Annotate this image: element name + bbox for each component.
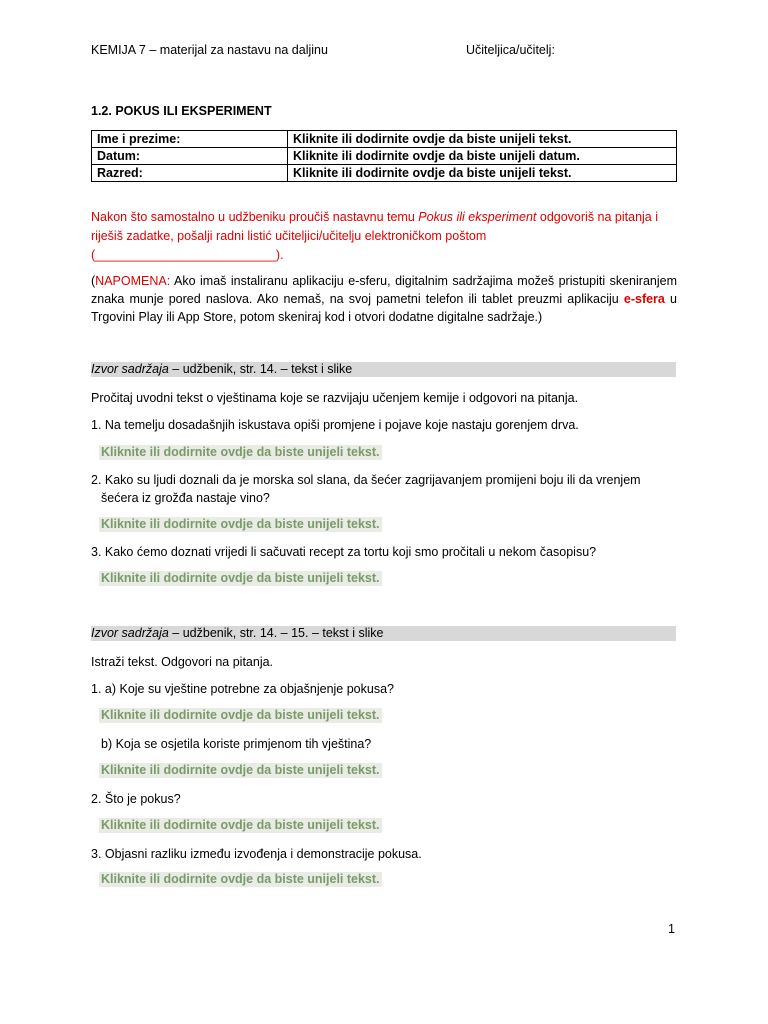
answer-field[interactable]: Kliknite ili dodirnite ovdje da biste unijeli tekst. xyxy=(101,763,380,777)
question-2: 2. Kako su ljudi doznali da je morska sol slana, da šećer zagrijavanjem promijeni boju ili da vrenjem xyxy=(91,473,641,487)
instruction-1: Pročitaj uvodni tekst o vještinama koje se razvijaju učenjem kemije i odgovori na pitanja. xyxy=(91,391,579,405)
source-bar-2 xyxy=(91,626,676,641)
question-3: 3. Kako ćemo doznati vrijedi li sačuvati recept za tortu koji smo pročitali u nekom časopisu? xyxy=(91,545,597,559)
note-text-end: u Trgovini Play ili App Store, potom skeniraj kod i otvori dodatne digitalne sadržaje.) xyxy=(91,292,677,324)
source-reference: – udžbenik, str. 14. – tekst i slike xyxy=(168,362,353,376)
question-2: 2. Što je pokus? xyxy=(91,792,181,806)
section-title: 1.2. POKUS ILI EKSPERIMENT xyxy=(91,104,272,118)
source-reference: – udžbenik, str. 14. – 15. – tekst i slike xyxy=(168,626,384,640)
note-paragraph xyxy=(91,272,677,326)
class-field[interactable]: Kliknite ili dodirnite ovdje da biste unijeli tekst. xyxy=(288,165,677,182)
table-row xyxy=(92,131,677,148)
note-label: NAPOMENA: xyxy=(95,274,171,288)
date-label: Datum: xyxy=(92,148,288,165)
question-3: 3. Objasni razliku između izvođenja i demonstracije pokusa. xyxy=(91,847,422,861)
intro-text-end: odgovoriš na pitanja i riješiš zadatke, pošalji radni listić učiteljici/učitelju elektroničkom poštom (__________________________). xyxy=(91,210,658,262)
question-1b: b) Koja se osjetila koriste primjenom tih vještina? xyxy=(101,737,372,751)
table-row xyxy=(92,148,677,165)
source-label: Izvor sadržaja xyxy=(91,362,169,376)
answer-field[interactable]: Kliknite ili dodirnite ovdje da biste unijeli tekst. xyxy=(101,445,380,459)
question-2-cont: šećera iz grožđa nastaje vino? xyxy=(101,491,270,505)
intro-instructions xyxy=(91,208,677,265)
teacher-label: Učiteljica/učitelj: xyxy=(466,43,555,57)
source-bar-1 xyxy=(91,362,676,377)
intro-topic: Pokus ili eksperiment xyxy=(418,210,537,224)
name-label: Ime i prezime: xyxy=(92,131,288,148)
header-title: KEMIJA 7 – materijal za nastavu na daljinu xyxy=(91,43,328,57)
date-field[interactable]: Kliknite ili dodirnite ovdje da biste unijeli datum. xyxy=(288,148,677,165)
page-number: 1 xyxy=(668,922,675,936)
question-1a: 1. a) Koje su vještine potrebne za objašnjenje pokusa? xyxy=(91,682,394,696)
source-label: Izvor sadržaja xyxy=(91,626,169,640)
name-field[interactable]: Kliknite ili dodirnite ovdje da biste unijeli tekst. xyxy=(288,131,677,148)
esfera-app-name: e-sfera xyxy=(623,292,665,306)
question-1: 1. Na temelju dosadašnjih iskustava opiši promjene i pojave koje nastaju gorenjem drva. xyxy=(91,418,579,432)
instruction-2: Istraži tekst. Odgovori na pitanja. xyxy=(91,655,274,669)
answer-field[interactable]: Kliknite ili dodirnite ovdje da biste unijeli tekst. xyxy=(101,571,380,585)
student-info-table xyxy=(91,130,677,182)
answer-field[interactable]: Kliknite ili dodirnite ovdje da biste unijeli tekst. xyxy=(101,818,380,832)
intro-text: Nakon što samostalno u udžbeniku proučiš nastavnu temu xyxy=(91,210,419,224)
answer-field[interactable]: Kliknite ili dodirnite ovdje da biste unijeli tekst. xyxy=(101,872,380,886)
note-text: Ako imaš instaliranu aplikaciju e-sferu, digitalnim sadržajima možeš pristupiti skeniranjem znaka munje pored naslova. Ako nemaš, na svoj pametni telefon ili tablet preuzmi aplikaciju xyxy=(91,274,677,306)
answer-field[interactable]: Kliknite ili dodirnite ovdje da biste unijeli tekst. xyxy=(101,708,380,722)
note-paren: ( xyxy=(91,274,96,288)
class-label: Razred: xyxy=(92,165,288,182)
answer-field[interactable]: Kliknite ili dodirnite ovdje da biste unijeli tekst. xyxy=(101,517,380,531)
table-row xyxy=(92,165,677,182)
